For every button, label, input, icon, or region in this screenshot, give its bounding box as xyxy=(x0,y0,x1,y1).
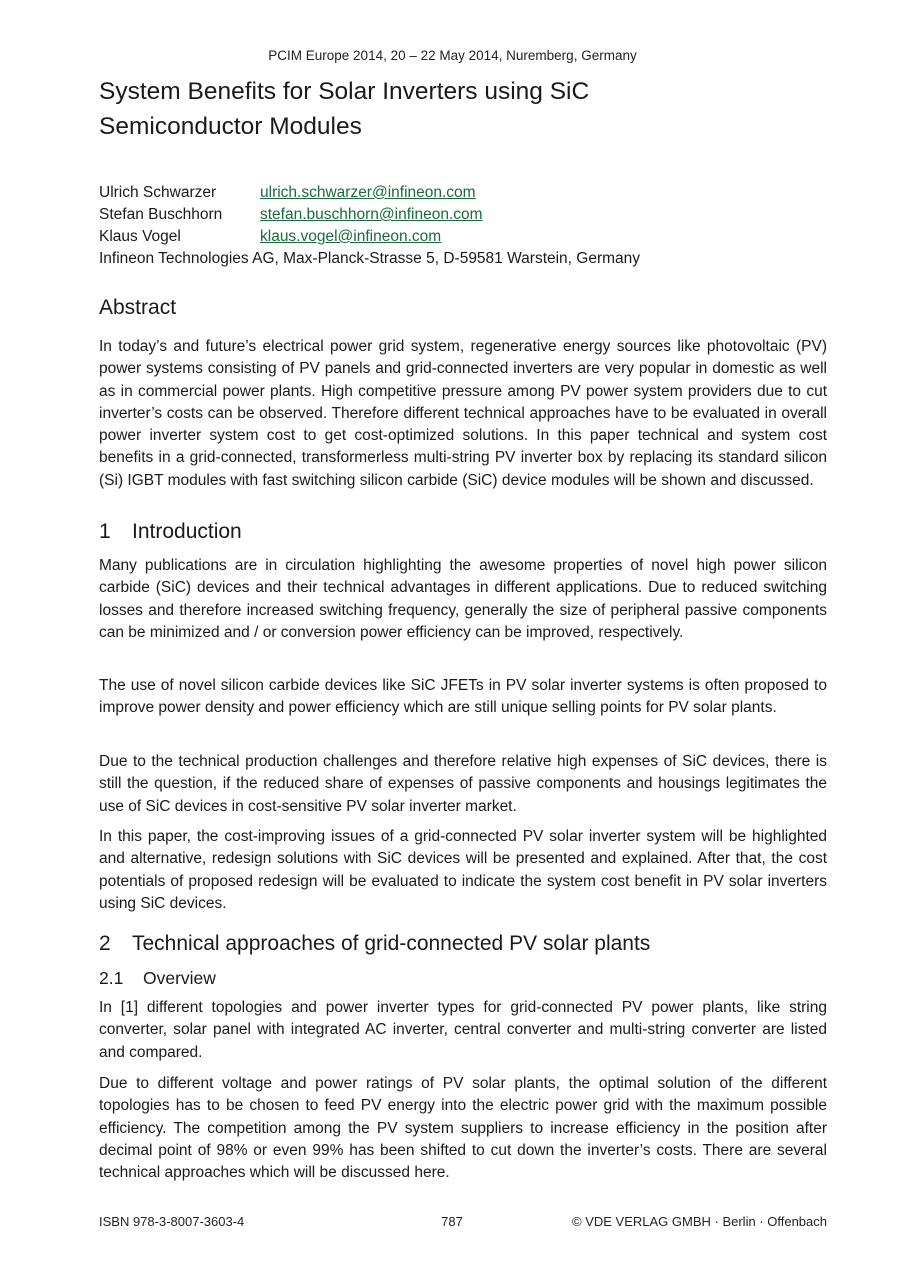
intro-paragraph-3: Due to the technical production challenges and therefore relative high expenses of SiC devices, there is still the question, if the reduced share of expenses of passive components and housings legitimates the use of SiC devices in cost-sensitive PV solar inverter market. xyxy=(99,753,827,815)
author-name: Klaus Vogel xyxy=(99,228,181,245)
title-line-2: Semiconductor Modules xyxy=(99,113,362,140)
author-block xyxy=(99,182,839,270)
section-title: Technical approaches of grid-connected PV solar plants xyxy=(132,932,651,955)
subsection-number: 2.1 xyxy=(99,968,124,988)
abstract-text: In today’s and future’s electrical power grid system, regenerative energy sources like photovoltaic (PV) power systems consisting of PV panels and grid-connected inverters are very popular in domestic as well as in commercial power plants. High competitive pressure among PV power system providers due to cut inverter’s costs can be observed. Therefore different technical approaches have to be evaluated in overall power inverter system cost to get cost-optimized solutions. In this paper technical and system cost benefits in a grid-connected, transformerless multi-string PV inverter box by replacing its standard silicon (Si) IGBT modules with fast switching silicon carbide (SiC) device modules will be shown and discussed. xyxy=(99,338,827,489)
author-email-link[interactable]: klaus.vogel@infineon.com xyxy=(260,228,442,245)
section-2-heading xyxy=(99,932,650,956)
affiliation: Infineon Technologies AG, Max-Planck-Strasse 5, D-59581 Warstein, Germany xyxy=(99,250,641,267)
title-line-1: System Benefits for Solar Inverters using SiC xyxy=(99,78,590,105)
overview-paragraph-1: In [1] different topologies and power inverter types for grid-connected PV power plants, like string converter, solar panel with integrated AC inverter, central converter and multi-string converter are listed and compared. xyxy=(99,999,827,1061)
overview-paragraph-2: Due to different voltage and power ratings of PV solar plants, the optimal solution of the different topologies has to be chosen to feed PV energy into the electric power grid with the maximum possible efficiency. The competition among the PV system suppliers to increase efficiency in the position after decimal point of 98% or even 99% has been shifted to cut down the inverter’s costs. There are several technical approaches which will be discussed here. xyxy=(99,1075,827,1182)
publisher: © VDE VERLAG GMBH · Berlin · Offenbach xyxy=(572,1214,827,1229)
section-title: Introduction xyxy=(132,520,242,543)
author-name: Ulrich Schwarzer xyxy=(99,184,217,201)
author-row xyxy=(99,182,839,204)
author-email-link[interactable]: ulrich.schwarzer@infineon.com xyxy=(260,184,476,201)
intro-paragraph-4: In this paper, the cost-improving issues of a grid-connected PV solar inverter system will be highlighted and alternative, redesign solutions with SiC devices will be presented and explained. After that, the cost potentials of proposed redesign will be evaluated to indicate the system cost benefit in PV solar inverters using SiC devices. xyxy=(99,828,827,912)
section-1-heading xyxy=(99,520,242,544)
isbn: ISBN 978-3-8007-3603-4 xyxy=(99,1214,245,1229)
subsection-2-1-heading xyxy=(99,968,216,989)
section-number: 2 xyxy=(99,932,111,955)
intro-paragraph-1: Many publications are in circulation highlighting the awesome properties of novel high power silicon carbide (SiC) devices and their technical advantages in different applications. Due to reduced switching losses and therefore increased switching frequency, generally the size of peripheral passive components can be minimized and / or conversion power efficiency can be improved, respectively. xyxy=(99,557,827,641)
author-row xyxy=(99,204,839,226)
page-number: 787 xyxy=(441,1214,463,1229)
paper-title xyxy=(99,74,799,144)
conference-header: PCIM Europe 2014, 20 – 22 May 2014, Nuremberg, Germany xyxy=(268,48,637,63)
author-email-link[interactable]: stefan.buschhorn@infineon.com xyxy=(260,206,483,223)
author-row xyxy=(99,226,839,248)
subsection-title: Overview xyxy=(143,968,216,988)
abstract-heading: Abstract xyxy=(99,296,177,319)
author-name: Stefan Buschhorn xyxy=(99,206,223,223)
section-number: 1 xyxy=(99,520,111,543)
intro-paragraph-2: The use of novel silicon carbide devices like SiC JFETs in PV solar inverter systems is often proposed to improve power density and power efficiency which are still unique selling points for PV solar plants. xyxy=(99,677,827,717)
